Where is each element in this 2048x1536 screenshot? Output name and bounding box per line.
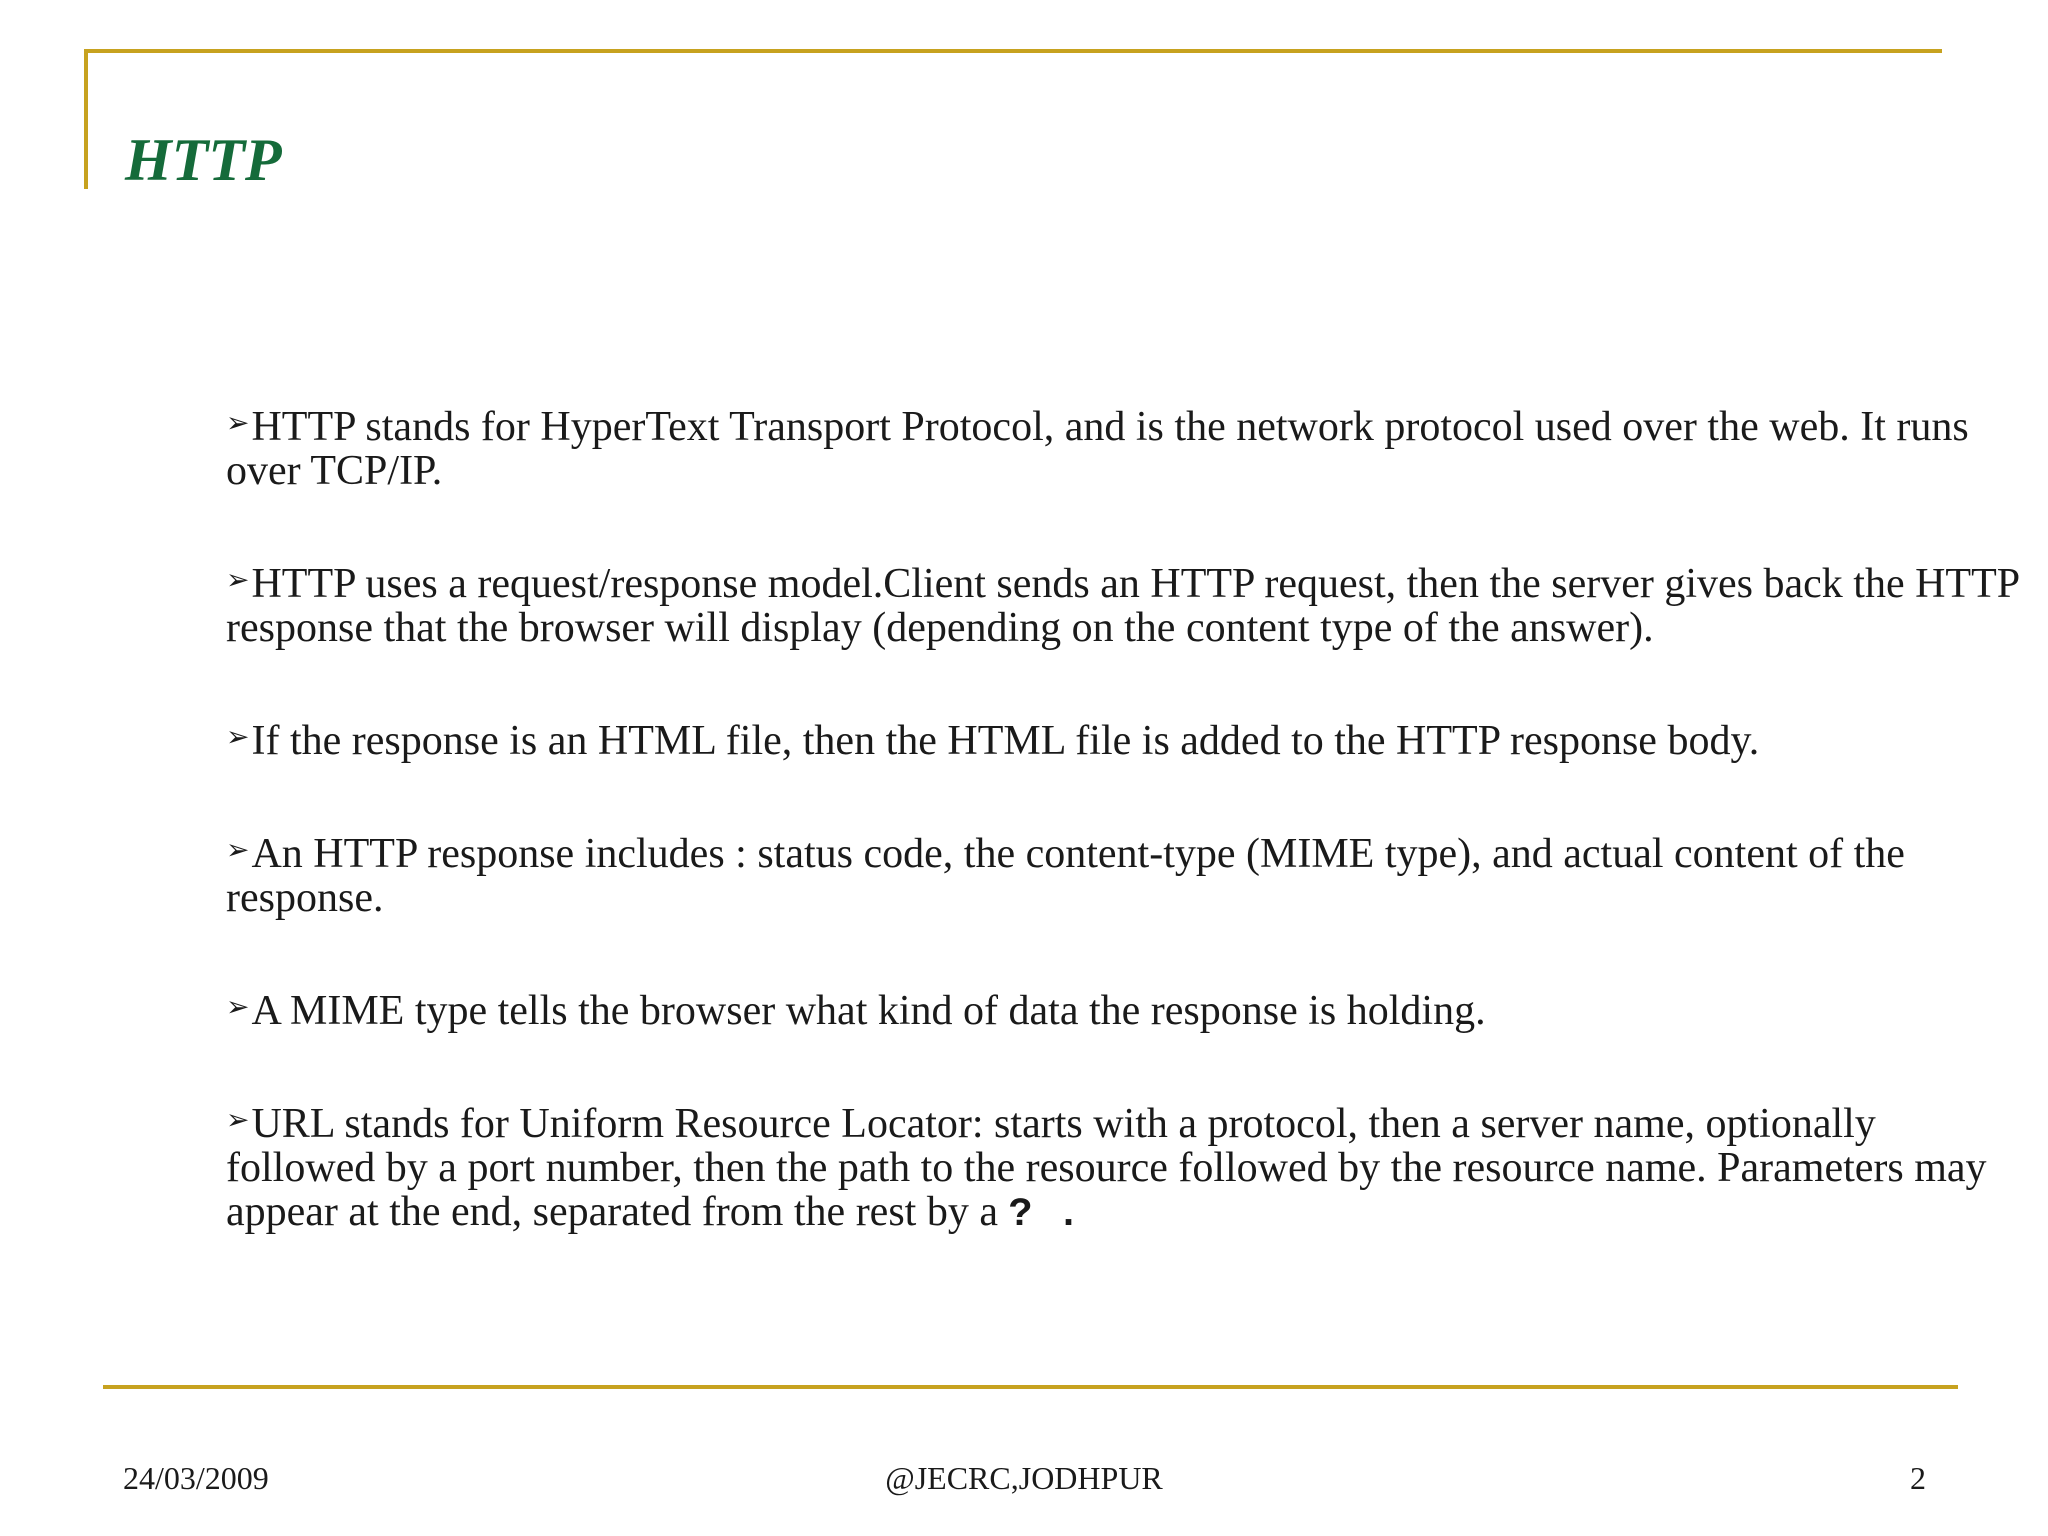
arrow-bullet-icon: ➢ [226, 835, 250, 866]
bullet-item [226, 716, 2026, 763]
left-border-line [84, 49, 88, 189]
bullet-list [226, 402, 2026, 1304]
arrow-bullet-icon: ➢ [226, 992, 250, 1023]
bullet-text: URL stands for Uniform Resource Locator: starts with a protocol, then a server name, optionally followed by a port number, then the path to the resource followed by the resource name. Parameters may appear at the end, separated from the rest by a [226, 1101, 1987, 1235]
top-border-line [84, 49, 1942, 53]
bullet-text: HTTP uses a request/response model.Client sends an HTTP request, then the server gives back the HTTP response that the browser will display (depending on the content type of the answer). [226, 561, 2019, 651]
bullet-item [226, 559, 2026, 650]
bullet-item [226, 986, 2026, 1033]
arrow-bullet-icon: ➢ [226, 565, 250, 596]
slide-title: HTTP [125, 127, 282, 193]
bottom-border-line [103, 1385, 1958, 1389]
arrow-bullet-icon: ➢ [226, 722, 250, 753]
arrow-bullet-icon: ➢ [226, 408, 250, 439]
page-number: 2 [1910, 1460, 1926, 1496]
footer-institution: @JECRC,JODHPUR [885, 1460, 1163, 1496]
question-mark-code: ? [1008, 1193, 1033, 1238]
bullet-suffix: . [1032, 1193, 1081, 1238]
bullet-text: If the response is an HTML file, then the HTML file is added to the HTTP response body. [251, 718, 1760, 764]
bullet-item [226, 402, 2026, 493]
bullet-item [226, 829, 2026, 920]
bullet-text: A MIME type tells the browser what kind of data the response is holding. [251, 988, 1486, 1034]
bullet-item [226, 1099, 2026, 1238]
bullet-text: An HTTP response includes : status code, the content-type (MIME type), and actual content of the response. [226, 831, 1905, 921]
arrow-bullet-icon: ➢ [226, 1105, 250, 1136]
footer-date: 24/03/2009 [123, 1460, 269, 1496]
bullet-text: HTTP stands for HyperText Transport Protocol, and is the network protocol used over the web. It runs over TCP/IP. [226, 404, 1969, 494]
